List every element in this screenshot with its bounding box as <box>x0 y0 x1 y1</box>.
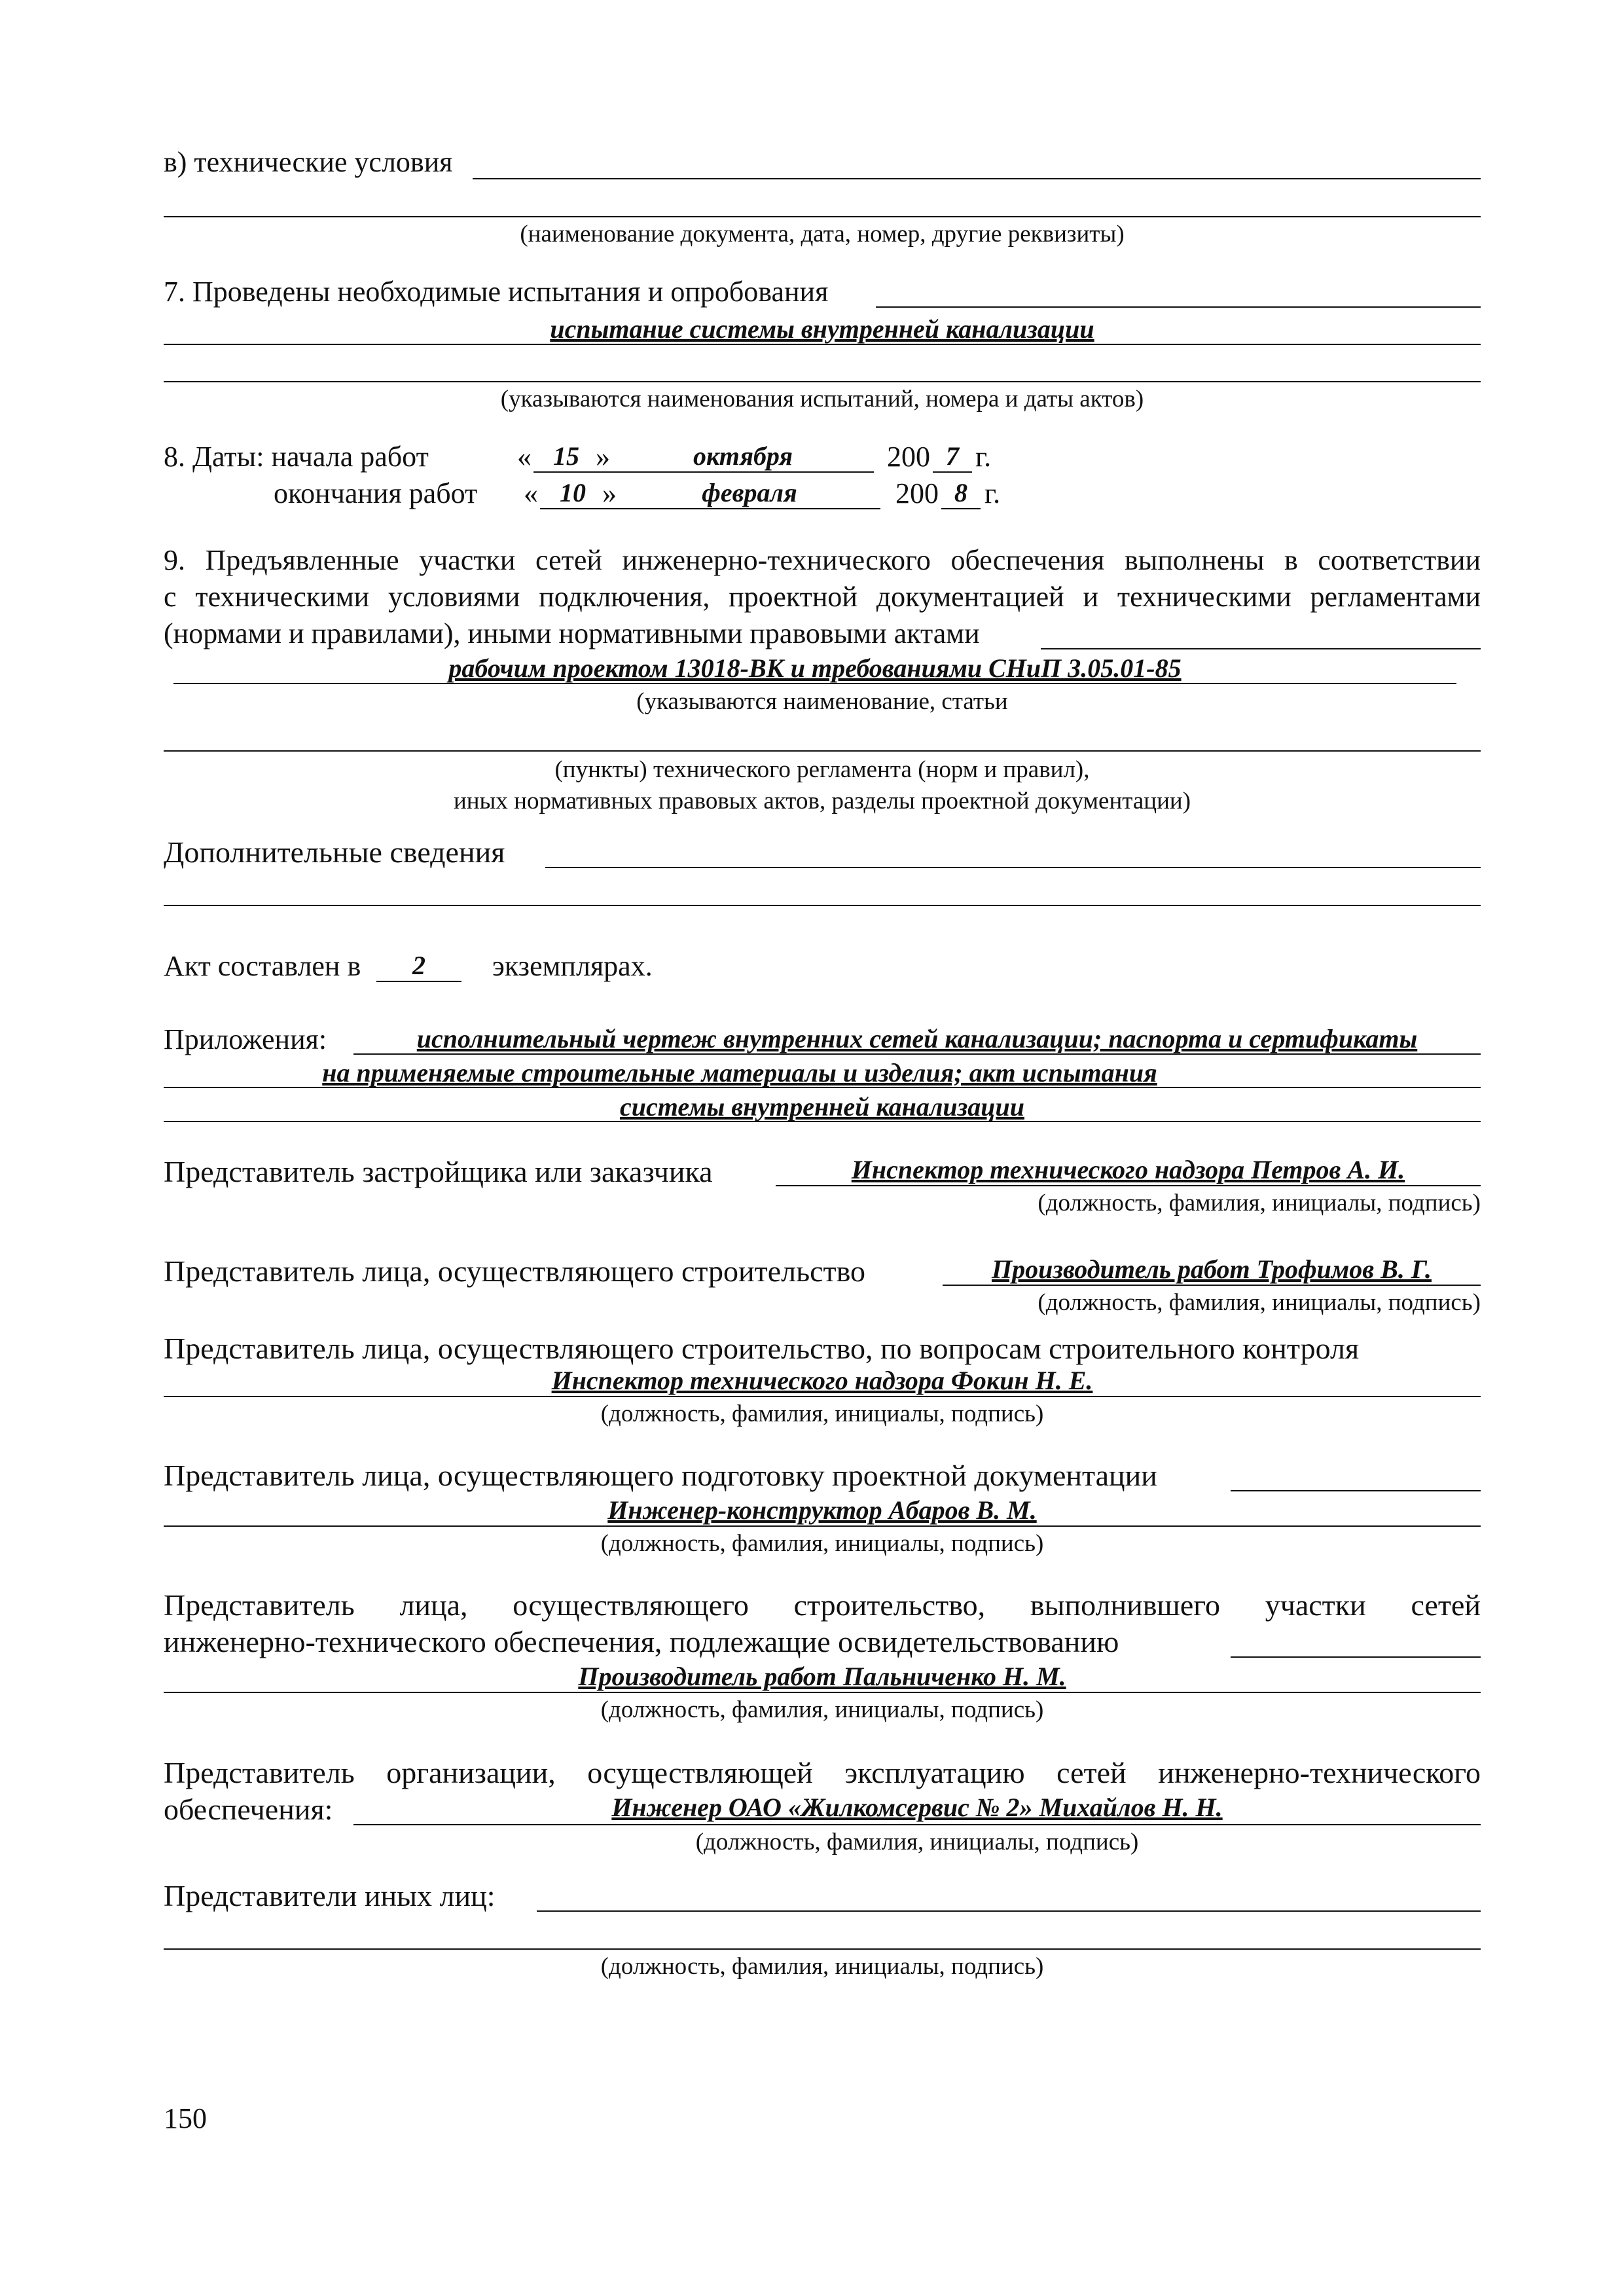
copies-label-after: экземплярах. <box>492 950 653 982</box>
item7-line <box>876 306 1481 308</box>
item9-caption3: иных нормативных правовых актов, разделы проектной документации) <box>453 788 1191 814</box>
attachments-line1-rule <box>353 1053 1481 1055</box>
end-year-suffix: г. <box>984 477 1001 509</box>
copies-count-line <box>376 981 461 982</box>
item9-value-line <box>173 683 1456 684</box>
rep-contractor-line2-fill <box>1231 1656 1481 1658</box>
end-year-line <box>941 508 981 509</box>
rep-design-label-fill <box>1231 1490 1481 1491</box>
attachments-line1: исполнительный чертеж внутренних сетей канализации; паспорта и сертификаты <box>416 1024 1418 1053</box>
additional-info-line-2 <box>164 905 1481 906</box>
rep-customer-caption: (должность, фамилия, инициалы, подпись) <box>1038 1190 1481 1216</box>
item9-line2: с техническими условиями подключения, проектной документацией и техническими регламентами <box>164 581 1481 613</box>
rep-contractor-line2: инженерно-технического обеспечения, подлежащие освидетельствованию <box>164 1625 1119 1658</box>
item9-line3: (нормами и правилами), иными нормативными правовыми актами <box>164 617 980 649</box>
additional-info-label: Дополнительные сведения <box>164 835 505 869</box>
rep-design-caption: (должность, фамилия, инициалы, подпись) <box>600 1530 1044 1557</box>
end-month: февраля <box>702 478 797 507</box>
rep-design-value: Инженер-конструктор Абаров В. М. <box>607 1495 1037 1525</box>
end-year-prefix: 200 <box>895 477 939 509</box>
rep-design-line <box>164 1525 1481 1527</box>
end-month-line <box>619 508 880 509</box>
start-year-line <box>933 471 972 473</box>
rep-builder-line <box>943 1285 1481 1286</box>
item9-line3-fill <box>1041 648 1481 649</box>
end-open-quote: « <box>524 477 538 509</box>
rep-customer-label: Представитель застройщика или заказчика <box>164 1155 713 1188</box>
rep-operator-caption: (должность, фамилия, инициалы, подпись) <box>695 1829 1139 1855</box>
end-year-digit: 8 <box>954 478 967 507</box>
page-number: 150 <box>164 2102 207 2134</box>
rep-builder-label: Представитель лица, осуществляющего строительство <box>164 1254 866 1288</box>
start-day: 15 <box>553 441 579 471</box>
item8-start-label: 8. Даты: начала работ <box>164 441 429 473</box>
start-year-prefix: 200 <box>887 441 930 473</box>
item9-caption2: (пункты) технического регламента (норм и правил), <box>554 756 1090 783</box>
start-month-line <box>612 471 874 473</box>
rep-contractor-caption: (должность, фамилия, инициалы, подпись) <box>600 1696 1044 1723</box>
rep-customer-value: Инспектор технического надзора Петров А. И. <box>851 1155 1405 1184</box>
rep-design-label: Представитель лица, осуществляющего подготовку проектной документации <box>164 1459 1157 1492</box>
tech-conditions-line <box>473 178 1481 179</box>
item9-line-blank <box>164 750 1481 752</box>
attachments-line2: на применяемые строительные материалы и изделия; акт испытания <box>322 1058 1157 1087</box>
rep-control-line <box>164 1396 1481 1397</box>
item7-value-line <box>164 344 1481 345</box>
rep-others-line-2 <box>164 1948 1481 1950</box>
rep-operator-line2: обеспечения: <box>164 1793 333 1826</box>
rep-contractor-line <box>164 1692 1481 1693</box>
copies-label: Акт составлен в <box>164 950 361 982</box>
tech-conditions-label: в) технические условия <box>164 146 453 178</box>
item9-line1: 9. Предъявленные участки сетей инженерно-технического обеспечения выполнены в соответствии <box>164 544 1481 576</box>
additional-info-line <box>545 867 1481 868</box>
rep-contractor-value: Производитель работ Пальниченко Н. М. <box>578 1662 1066 1691</box>
item7-line-2 <box>164 381 1481 382</box>
item9-caption1: (указываются наименование, статьи <box>636 688 1008 715</box>
item7-value: испытание системы внутренней канализации <box>550 314 1094 344</box>
attachments-label: Приложения: <box>164 1023 327 1055</box>
start-month: октября <box>693 441 793 471</box>
rep-operator-line <box>353 1824 1481 1825</box>
rep-operator-line1: Представитель организации, осуществляющей эксплуатацию сетей инженерно-технического <box>164 1756 1481 1789</box>
rep-builder-value: Производитель работ Трофимов В. Г. <box>992 1254 1432 1284</box>
rep-others-label: Представители иных лиц: <box>164 1879 496 1912</box>
start-year-digit: 7 <box>946 441 959 471</box>
rep-control-value: Инспектор технического надзора Фокин Н. Е. <box>551 1366 1093 1395</box>
rep-operator-value: Инженер ОАО «Жилкомсервис № 2» Михайлов Н. Н. <box>611 1793 1223 1822</box>
rep-control-label: Представитель лица, осуществляющего строительство, по вопросам строительного контроля <box>164 1332 1360 1365</box>
end-close-quote: » <box>602 477 617 509</box>
start-year-suffix: г. <box>975 441 992 473</box>
tech-conditions-caption: (наименование документа, дата, номер, другие реквизиты) <box>520 221 1125 247</box>
rep-control-caption: (должность, фамилия, инициалы, подпись) <box>600 1400 1044 1427</box>
copies-count: 2 <box>412 951 425 980</box>
start-close-quote: » <box>596 441 610 473</box>
end-day: 10 <box>560 478 586 507</box>
rep-others-line <box>537 1910 1481 1912</box>
item7-label: 7. Проведены необходимые испытания и опробования <box>164 276 829 308</box>
item7-caption: (указываются наименования испытаний, номера и даты актов) <box>500 386 1144 412</box>
attachments-line2-rule <box>164 1087 1481 1088</box>
item9-value: рабочим проектом 13018-ВК и требованиями СНиП 3.05.01-85 <box>448 653 1182 683</box>
attachments-line3-rule <box>164 1121 1481 1122</box>
start-open-quote: « <box>517 441 532 473</box>
end-day-line <box>540 508 619 509</box>
tech-conditions-line-2 <box>164 216 1481 217</box>
item8-end-label: окончания работ <box>274 477 478 509</box>
rep-contractor-line1: Представитель лица, осуществляющего строительство, выполнившего участки сетей <box>164 1588 1481 1622</box>
rep-others-caption: (должность, фамилия, инициалы, подпись) <box>600 1953 1044 1980</box>
start-day-line <box>533 471 612 473</box>
rep-customer-line <box>776 1185 1481 1186</box>
rep-builder-caption: (должность, фамилия, инициалы, подпись) <box>1038 1289 1481 1316</box>
attachments-line3: системы внутренней канализации <box>620 1092 1024 1122</box>
